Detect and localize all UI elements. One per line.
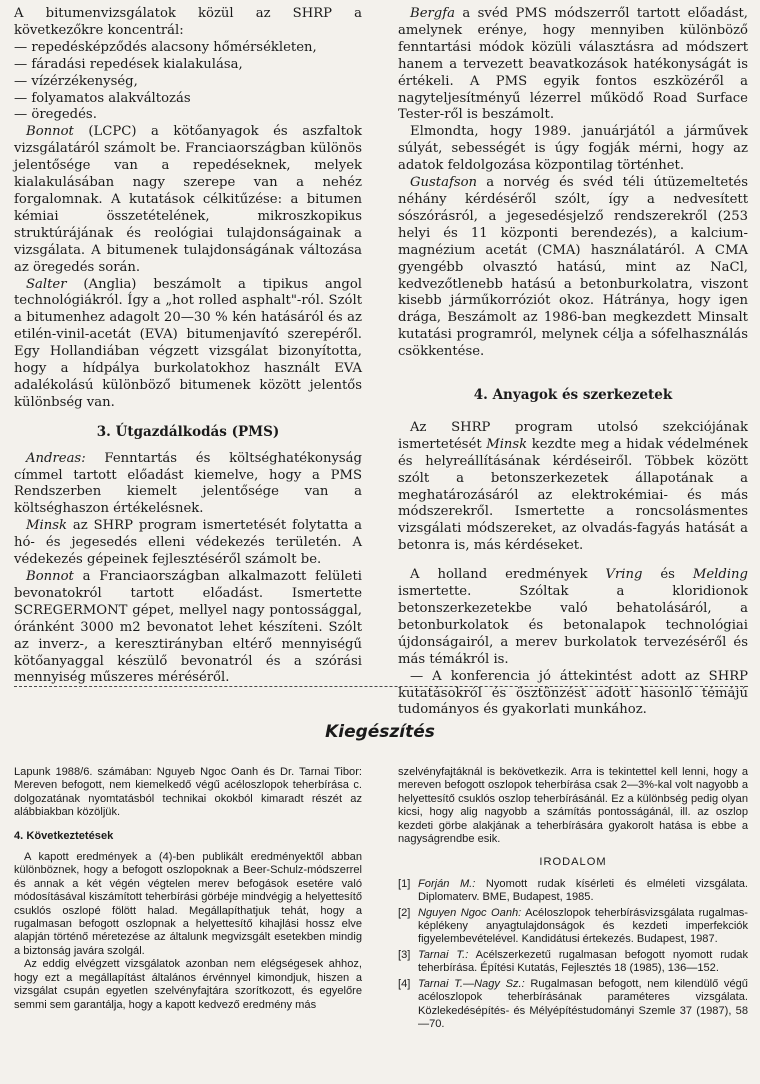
intro-paragraph: A bitumenvizsgálatok közül az SHRP a következőkre koncentrál:	[14, 6, 362, 38]
list-item: — repedésképződés alacsony hőmérsékleten,	[14, 40, 362, 57]
reference-item	[398, 907, 748, 947]
list-item: — öregedés.	[14, 107, 362, 124]
paragraph-text: Az SHRP program utolsó szekciójának ismertetését	[398, 419, 748, 452]
supplement-title: Kiegészítés	[325, 722, 435, 742]
paragraph-text: a Franciaországban alkalmazott felületi bevonatokról tartott előadást. Ismertette SCREGERMONT gépet, mellyel nagy pontossággal, óránként 3000 m2 bevonatot lehet készíteni. Szólt az inverz-, a keresztirányban eltérő mennyiségű kötőanyaggal készülő bevonatról és a szórási mennyiség műszeres méréséről.	[14, 569, 362, 686]
reference-body: Rugalmasan befogott, nem kilendülő végű acéloszlopok teherbírásának paraméteres vizsgálata. Közlekedésépítés- és Mélyépítéstudományi Szemle 37 (1987), 58—70.	[418, 977, 748, 1030]
speaker-name: Gustafson	[410, 175, 478, 191]
bitumen-topic-list	[14, 40, 362, 125]
references-heading: IRODALOM	[539, 856, 607, 869]
section-4-heading: 4. Anyagok és szerkezetek	[473, 387, 673, 404]
bonnot-paragraph	[14, 124, 362, 276]
top-left-column	[14, 6, 362, 687]
reference-author: Tarnai T.:	[418, 948, 469, 961]
reference-number: [2]	[398, 906, 411, 919]
reference-number: [3]	[398, 948, 411, 961]
holland-paragraph	[398, 567, 748, 668]
section-divider	[14, 686, 748, 687]
reference-author: Forján M.:	[418, 877, 476, 890]
reference-number: [4]	[398, 977, 411, 990]
supplement-left-column	[14, 766, 362, 1012]
andreas-paragraph	[14, 451, 362, 519]
reference-body: Nyomott rudak kísérleti és elméleti vizsgálata. Diplomaterv. BME, Budapest, 1985.	[418, 877, 748, 904]
conclusions-paragraph: Az eddig elvégzett vizsgálatok azonban nem elégségesek ahhoz, hogy ezt a megállapítást általános érvénnyel kimondjuk, hiszen a vizsgálat csupán egyetlen szelvényfajtára szorítkozott, és egyelőre semmi sem garantálja, hogy a kapott kedvező eredmény más	[14, 958, 362, 1011]
paragraph-text: és	[642, 567, 693, 583]
gustafson-paragraph	[398, 175, 748, 361]
top-right-column	[398, 6, 748, 719]
reference-number: [1]	[398, 877, 411, 890]
reference-item	[398, 978, 748, 1032]
reference-item	[398, 949, 748, 976]
list-item: — folyamatos alakváltozás	[14, 91, 362, 108]
reference-body: Acélszerkezetű rugalmasan befogott nyomott rudak teherbírása. Építési Kutatás, Fejlesztés 18 (1985), 136—152.	[418, 948, 748, 975]
paragraph-text: az SHRP program ismertetését folytatta a hó- és jegesedés elleni védekezés területén. A védekezés gépeinek fejlesztéséről számolt be.	[14, 518, 362, 568]
closing-paragraph: — A konferencia jó áttekintést adott az SHRP kutatásokról és ösztönzést adott hasonló témájú tudományos és gyakorlati munkához.	[398, 668, 748, 718]
reference-author: Nguyen Ngoc Oanh:	[418, 906, 522, 919]
paragraph-text: A holland eredmények	[410, 567, 606, 583]
reference-text	[418, 978, 748, 1032]
paragraph-text: a norvég és svéd téli útüzemeltetés néhány kérdéséről szólt, így a nedvesített sószórásról, a jegesedésjelző rendszerekről (253 helyi és 11 központi berendezés), a kalcium-magnézium acetát (CMA) használatáról. A CMA gyengébb olvasztó hatású, mint az NaCl, kedvezőtlenebb hatású a betonburkolatra, viszont kisebb járműkorróziót okoz. Hátránya, hogy igen drága, Beszámolt az 1986-ban megkezdett Minsalt kutatási programról, melynek célja a sófelhasználás csökkentése.	[398, 175, 748, 360]
list-item: — vízérzékenység,	[14, 74, 362, 91]
paragraph-text: Fenntartás és költséghatékonyság címmel tartott előadást kiemelve, hogy a PMS Rendszerben kiemelt jelentősége van a költséghaszon értékelésnek.	[14, 450, 362, 517]
list-item: — fáradási repedések kialakulása,	[14, 57, 362, 74]
speaker-name: Minsk	[486, 436, 528, 452]
minsk-paragraph	[14, 518, 362, 569]
speaker-name: Andreas:	[26, 450, 86, 466]
reference-author: Tarnai T.—Nagy Sz.:	[418, 977, 525, 990]
paragraph-text: (Anglia) beszámolt a tipikus angol technológiákról. Így a „hot rolled asphalt"-ról. Szólt a bitumenhez adagolt 20—30 % kén hatásáról és az etilén-vinil-acetát (EVA) bitumenjavító szerepéről. Egy Hollandiában végzett vizsgálat bizonyította, hogy a hídpálya burkolatokhoz használt EVA adalékolású különböző bitumenek között jelentős különbség van.	[14, 276, 362, 410]
paragraph-text: a svéd PMS módszerről tartott előadást, amelynek erénye, hogy mennyiben különböző fenntartási módok közüli választásra ad módszert hanem a tervezett beavatkozások hatékonyságát is értékeli. A PMS egyik fontos eszközéről a nagyteljesítményű lézerrel működő Road Surface Tester-ről is beszámolt.	[398, 6, 748, 123]
speaker-name: Bonnot	[26, 124, 74, 140]
paragraph-text: kezdte meg a hidak védelmének és helyreállításának kérdéseiről. Többek között szólt a betonszerkezetek állapotának a meghatározásáról az elektrokémiai- és más módszerekről. Ismertette a roncsolásmentes vizsgálati módszereket, az olvadás-fagyás hatását a betonra is, más kérdéseket.	[398, 436, 748, 554]
conclusions-heading: 4. Következtetések	[14, 829, 114, 842]
paragraph-text: (LCPC) a kötőanyagok és aszfaltok vizsgálatáról számolt be. Franciaországban különös jelentősége van a repedéseknek, melyek kialakulásában nagy szerepe van a nehéz forgalomnak. A kutatások célkitűzése: a bitumen kémiai összetételének, mikroszkopikus struktúrájának és reológiai tulajdonságainak a vizsgálata. A bitumenek tulajdonságának változása az öregedés során.	[14, 124, 362, 275]
reference-text	[418, 949, 748, 976]
reference-item	[398, 878, 748, 905]
speaker-name: Vring	[605, 567, 643, 583]
reference-text	[418, 878, 748, 905]
speaker-name: Bergfa	[410, 6, 455, 21]
salter-paragraph	[14, 277, 362, 412]
bonnot2-paragraph	[14, 569, 362, 687]
speaker-name: Bonnot	[26, 569, 74, 584]
paragraph-text: ismertette. Szóltak a kloridionok betonszerkezetekbe való behatolásáról, a betonburkolatok és betonalapok technológiai újdonságairól, a merev burkolatok tervezéséről és más témákról is.	[398, 584, 748, 667]
conclusions-paragraph: A kapott eredmények a (4)-ben publikált eredményektől abban különböznek, hogy a befogott oszlopoknak a Beer-Schulz-módszerrel és annak a két végén végtelen merev befogások esetére való módosításával kiszámított teherbírási görbéje mindvégig a helyettesítő csuklós oszlopé fölött halad. Megállapíthatjuk tehát, hogy a rugalmasan befogott oszlopnak a helyettesítő kihajlási hossz elve alapján történő méretezése az általunk megvizsgált esetekben mindig a biztonság javára szolgál.	[14, 851, 362, 957]
section-3-heading: 3. Útgazdálkodás (PMS)	[96, 423, 280, 440]
reference-text	[418, 907, 748, 947]
conclusions-paragraph: szelvényfajtáknál is bekövetkezik. Arra is tekintettel kell lenni, hogy a mereven befogott oszlopok teherbírása csak 2—3%-kal volt nagyobb a helyettesítő csuklós oszlop teherbírásánál. Ez a különbség pedig olyan kicsi, hogy alig nagyobb a számítás pontosságánál, ill. az oszlop kezdeti görbe alakjának a teherbírására gyakorolt hatása is ebbe a nagyságrendbe esik.	[398, 766, 748, 846]
speaker-name: Minsk	[26, 518, 67, 534]
supplement-right-column	[398, 766, 748, 1033]
speaker-name: Salter	[26, 276, 67, 292]
bergfa-paragraph	[398, 6, 748, 124]
reference-body: Acéloszlopok teherbírásvizsgálata rugalmas-képlékeny anyagtulajdonságok és kezdeti imperfekciók figyelembevételével. Kandidátusi értekezés. Budapest, 1987.	[418, 906, 748, 946]
supplement-intro: Lapunk 1988/6. számában: Nguyeb Ngoc Oanh és Dr. Tarnai Tibor: Mereven befogott, nem kiemelkedő végű acéloszlopok teherbírása c. dolgozatának nyomtatásból technikai okokból kimaradt részét az alábbiakban közöljük.	[14, 766, 362, 819]
elmondta-paragraph: Elmondta, hogy 1989. januárjától a járművek súlyát, sebességét is úgy fogják mérni, hogy az adatok feldolgozása központilag történhet.	[398, 124, 748, 174]
shrp-paragraph	[398, 420, 748, 555]
speaker-name: Melding	[692, 567, 748, 583]
